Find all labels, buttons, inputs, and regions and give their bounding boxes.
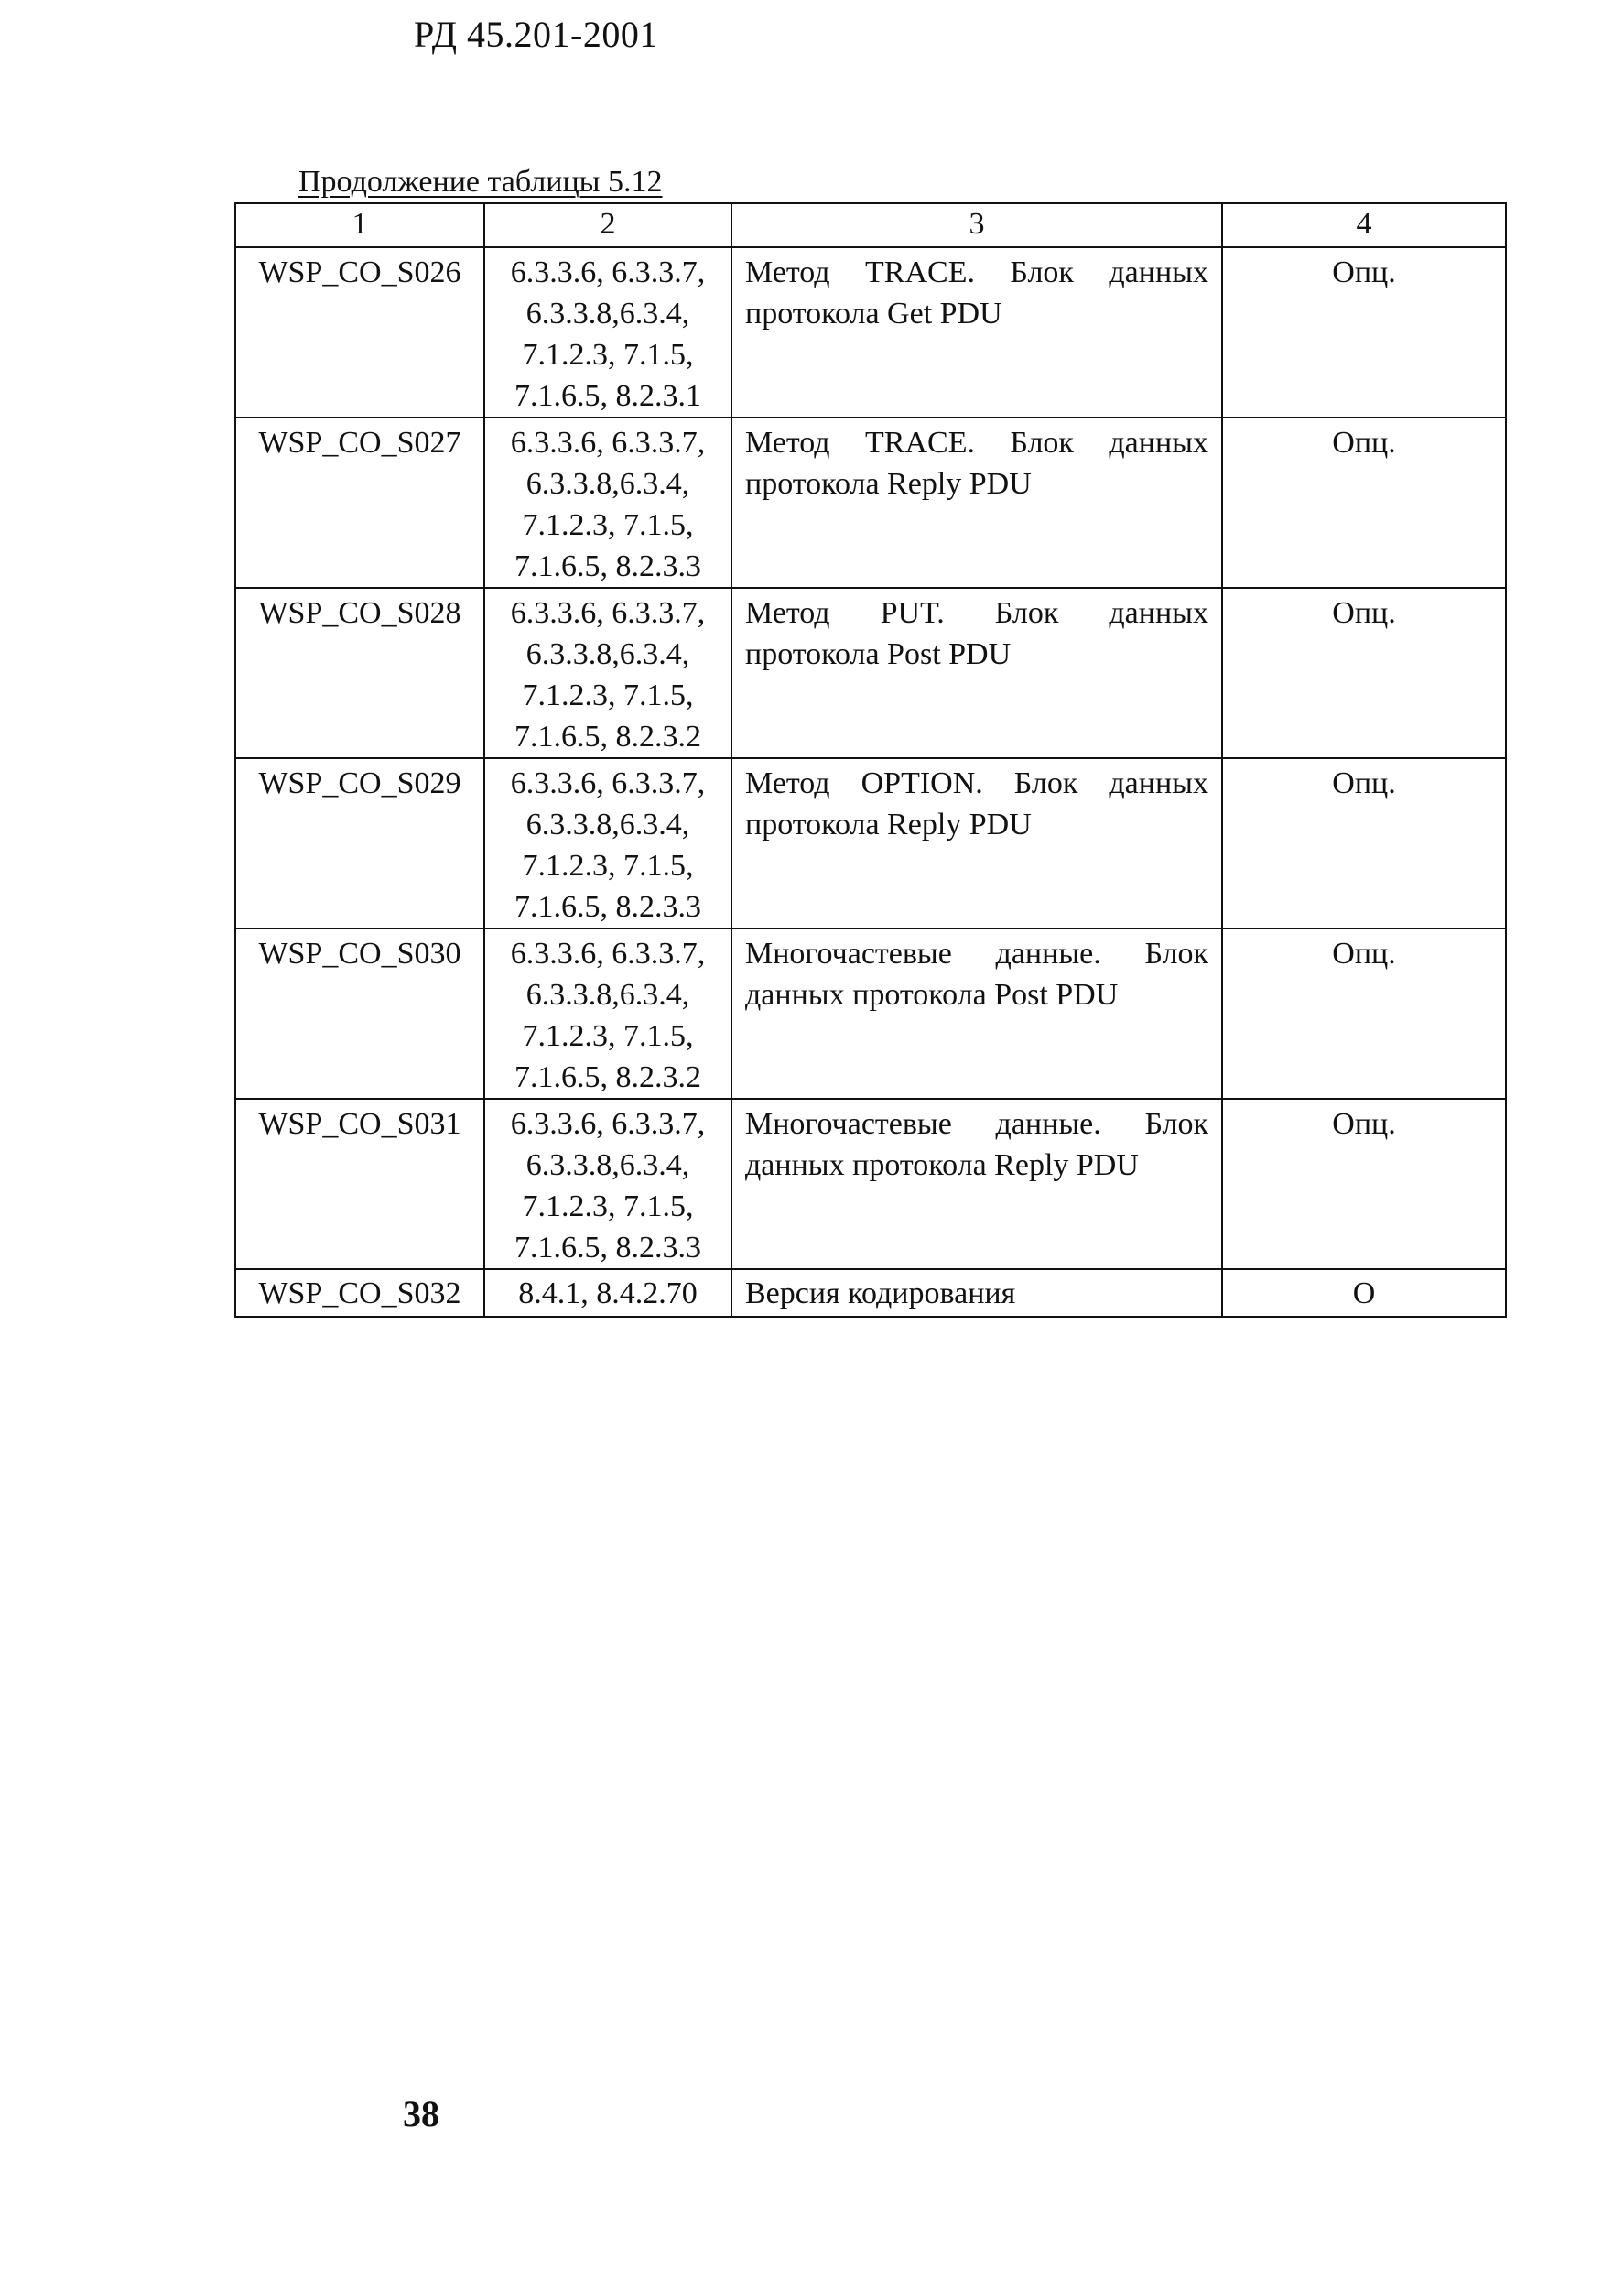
- page-number: 38: [403, 2093, 439, 2134]
- cell-references: [484, 418, 731, 588]
- reference-line: 8.4.1, 8.4.2.70: [518, 1276, 698, 1310]
- cell-status: Опц.: [1222, 758, 1506, 928]
- cell-description: Версия кодирования: [731, 1269, 1222, 1317]
- table-row: [235, 418, 1506, 588]
- cell-description: Метод OPTION. Блок данных протокола Reply PDU: [731, 758, 1222, 928]
- table-row: [235, 928, 1506, 1099]
- cell-code: WSP_CO_S031: [235, 1099, 484, 1269]
- reference-line: 6.3.3.8,6.3.4,: [525, 978, 690, 1012]
- cell-references: [484, 588, 731, 758]
- table-row: [235, 1099, 1506, 1269]
- cell-references: [484, 247, 731, 418]
- table-row: [235, 758, 1506, 928]
- reference-line: 6.3.3.8,6.3.4,: [525, 637, 690, 671]
- reference-line: 6.3.3.8,6.3.4,: [525, 808, 690, 841]
- table-row: [235, 588, 1506, 758]
- table-row: [235, 1269, 1506, 1317]
- reference-line: 7.1.2.3, 7.1.5,: [522, 1189, 694, 1223]
- cell-description: Многочастевые данные. Блок данных протокола Post PDU: [731, 928, 1222, 1099]
- reference-line: 6.3.3.6, 6.3.3.7,: [510, 937, 706, 971]
- table-caption: Продолжение таблицы 5.12: [298, 165, 663, 199]
- column-header-4: 4: [1222, 203, 1506, 247]
- cell-references: [484, 928, 731, 1099]
- cell-code: WSP_CO_S026: [235, 247, 484, 418]
- column-header-2: 2: [484, 203, 731, 247]
- cell-description: Метод TRACE. Блок данных протокола Get PDU: [731, 247, 1222, 418]
- reference-line: 7.1.6.5, 8.2.3.3: [514, 549, 701, 583]
- cell-code: WSP_CO_S027: [235, 418, 484, 588]
- reference-line: 7.1.2.3, 7.1.5,: [522, 338, 694, 372]
- reference-line: 7.1.2.3, 7.1.5,: [522, 679, 694, 712]
- cell-code: WSP_CO_S028: [235, 588, 484, 758]
- table-row: [235, 247, 1506, 418]
- reference-line: 7.1.2.3, 7.1.5,: [522, 508, 694, 542]
- reference-line: 6.3.3.6, 6.3.3.7,: [510, 766, 706, 800]
- cell-description: Метод TRACE. Блок данных протокола Reply PDU: [731, 418, 1222, 588]
- reference-line: 7.1.6.5, 8.2.3.2: [514, 720, 701, 754]
- document-code: РД 45.201-2001: [414, 14, 658, 55]
- reference-line: 7.1.6.5, 8.2.3.2: [514, 1060, 701, 1094]
- cell-code: WSP_CO_S030: [235, 928, 484, 1099]
- reference-line: 6.3.3.6, 6.3.3.7,: [510, 1107, 706, 1141]
- cell-code: WSP_CO_S029: [235, 758, 484, 928]
- reference-line: 6.3.3.8,6.3.4,: [525, 467, 690, 501]
- cell-status: O: [1222, 1269, 1506, 1317]
- cell-status: Опц.: [1222, 1099, 1506, 1269]
- reference-line: 7.1.6.5, 8.2.3.3: [514, 890, 701, 924]
- cell-status: Опц.: [1222, 418, 1506, 588]
- cell-status: Опц.: [1222, 928, 1506, 1099]
- cell-status: Опц.: [1222, 247, 1506, 418]
- reference-line: 6.3.3.6, 6.3.3.7,: [510, 596, 706, 630]
- cell-references: [484, 1269, 731, 1317]
- cell-references: [484, 1099, 731, 1269]
- reference-line: 6.3.3.6, 6.3.3.7,: [510, 426, 706, 460]
- cell-status: Опц.: [1222, 588, 1506, 758]
- reference-line: 7.1.2.3, 7.1.5,: [522, 849, 694, 883]
- cell-code: WSP_CO_S032: [235, 1269, 484, 1317]
- column-header-3: 3: [731, 203, 1222, 247]
- cell-description: Метод PUT. Блок данных протокола Post PDU: [731, 588, 1222, 758]
- cell-description: Многочастевые данные. Блок данных протокола Reply PDU: [731, 1099, 1222, 1269]
- table-header-row: [235, 203, 1506, 247]
- reference-line: 6.3.3.6, 6.3.3.7,: [510, 255, 706, 289]
- reference-line: 6.3.3.8,6.3.4,: [525, 1148, 690, 1182]
- reference-line: 7.1.6.5, 8.2.3.3: [514, 1231, 701, 1265]
- reference-line: 7.1.6.5, 8.2.3.1: [514, 379, 701, 413]
- reference-line: 6.3.3.8,6.3.4,: [525, 297, 690, 331]
- column-header-1: 1: [235, 203, 484, 247]
- requirements-table: [234, 202, 1507, 1318]
- reference-line: 7.1.2.3, 7.1.5,: [522, 1019, 694, 1053]
- cell-references: [484, 758, 731, 928]
